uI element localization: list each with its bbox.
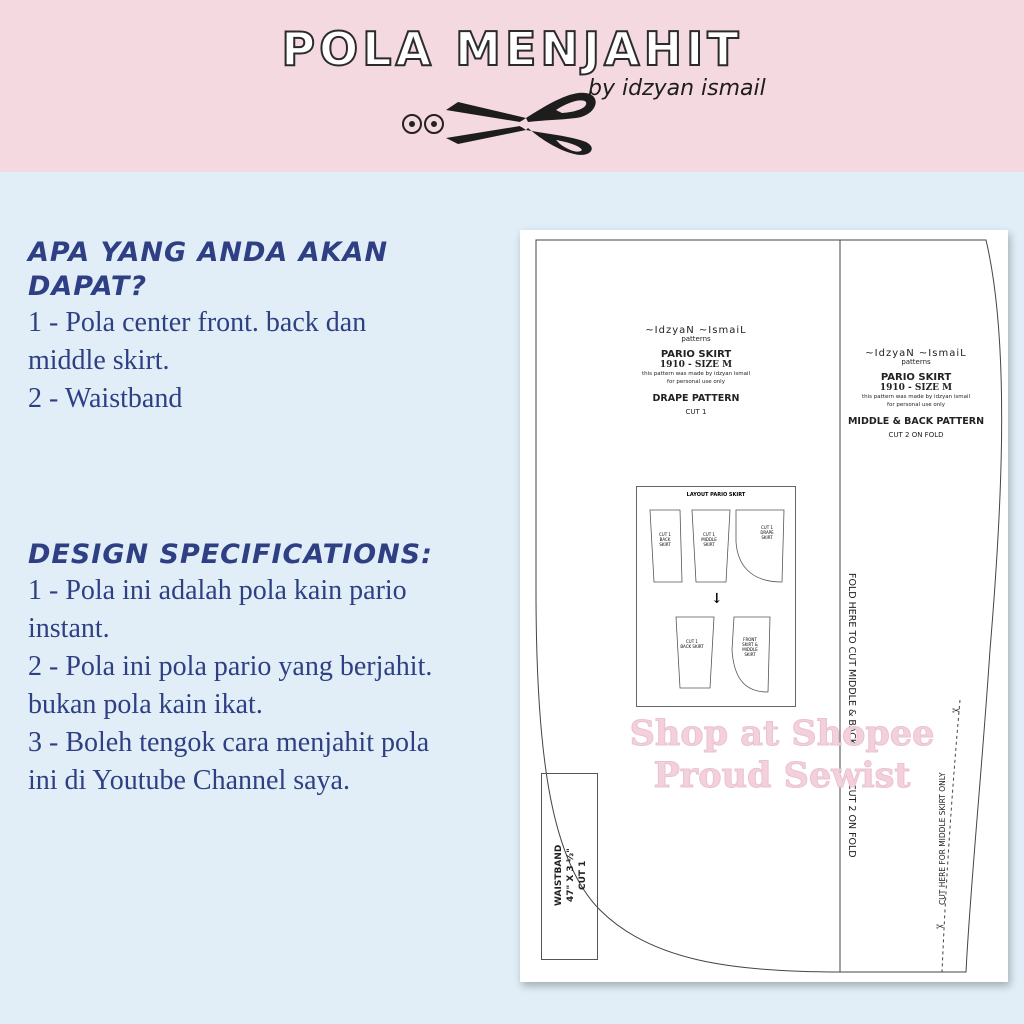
description-panel: [28, 236, 498, 800]
middle-note: this pattern was made by idzyan ismail: [861, 394, 970, 400]
cut-middle-skirt-text: CUT HERE FOR MIDDLE SKIRT ONLY: [938, 772, 947, 905]
waistband-dims: 47" X 3 ½": [566, 848, 576, 902]
what-you-get-line: 1 - Pola center front. back dan: [28, 307, 367, 338]
scissors-icon: [398, 78, 608, 158]
middle-cut: CUT 2 ON FOLD: [888, 431, 944, 439]
drape-name: PARIO SKIRT: [660, 349, 732, 360]
design-specs-line: 3 - Boleh tengok cara menjahit pola: [28, 727, 430, 758]
drape-brand-sub: patterns: [681, 335, 711, 343]
what-you-get-heading: APA YANG ANDA AKAN DAPAT?: [28, 237, 389, 302]
fold-here-text: FOLD HERE TO CUT MIDDLE & BACK: [846, 573, 857, 746]
layout-piece-label: FRONT SKIRT & MIDDLE SKIRT: [742, 637, 758, 657]
design-specs-line: ini di Youtube Channel saya.: [28, 765, 350, 796]
middle-size: 1910 - SIZE M: [879, 383, 953, 393]
middle-pattern-name: MIDDLE & BACK PATTERN: [847, 416, 985, 427]
drape-cut: CUT 1: [685, 408, 707, 416]
middle-pattern-label: [842, 348, 990, 439]
what-you-get-section: [28, 236, 498, 418]
header-banner: [0, 0, 1024, 172]
svg-text:✂: ✂: [952, 706, 961, 717]
layout-piece-label: CUT 1 DRAPE SKIRT: [760, 525, 774, 540]
watermark-line: Proud Sewist: [653, 755, 911, 796]
drape-note: for personal use only: [667, 379, 725, 385]
pattern-sheet: [520, 230, 1008, 982]
waistband-cut: CUT 1: [578, 860, 588, 890]
what-you-get-line: 2 - Waistband: [28, 383, 183, 414]
cut-on-fold-text: CUT 2 ON FOLD: [846, 783, 857, 858]
layout-arrow-icon: ↓: [711, 591, 723, 607]
drape-size: 1910 - SIZE M: [659, 360, 733, 370]
cutting-layout-diagram: [636, 486, 796, 707]
middle-note: for personal use only: [887, 402, 945, 408]
drape-pattern-label: [616, 325, 776, 416]
middle-brand-sub: patterns: [901, 358, 931, 366]
waistband-piece: [541, 773, 598, 960]
design-specs-section: [28, 538, 498, 800]
brand-title: POLA MENJAHIT: [281, 22, 743, 76]
layout-piece-label: CUT 1 BACK SKIRT: [659, 532, 671, 547]
layout-title: LAYOUT PARIO SKIRT: [686, 492, 746, 498]
watermark-line: Shop at Shopee: [629, 713, 935, 754]
byline: by idzyan ismail: [588, 76, 766, 101]
design-specs-line: 1 - Pola ini adalah pola kain pario: [28, 575, 407, 606]
design-specs-line: instant.: [28, 613, 110, 644]
drape-note: this pattern was made by idzyan ismail: [641, 371, 750, 377]
drape-brand: ~IdzyaN ~IsmaiL: [645, 325, 747, 336]
shop-watermark: [610, 713, 954, 797]
design-specs-heading: DESIGN SPECIFICATIONS:: [28, 539, 433, 570]
layout-piece-label: CUT 1 BACK SKIRT: [680, 639, 704, 649]
what-you-get-line: middle skirt.: [28, 345, 170, 376]
waistband-title: WAISTBAND: [554, 844, 564, 906]
drape-pattern-name: DRAPE PATTERN: [652, 393, 740, 404]
middle-name: PARIO SKIRT: [880, 372, 952, 383]
design-specs-line: 2 - Pola ini pola pario yang berjahit.: [28, 651, 433, 682]
svg-text:✂: ✂: [936, 922, 945, 933]
layout-piece-label: CUT 1 MIDDLE SKIRT: [701, 532, 717, 547]
design-specs-line: bukan pola kain ikat.: [28, 689, 263, 720]
middle-brand: ~IdzyaN ~IsmaiL: [865, 348, 967, 359]
